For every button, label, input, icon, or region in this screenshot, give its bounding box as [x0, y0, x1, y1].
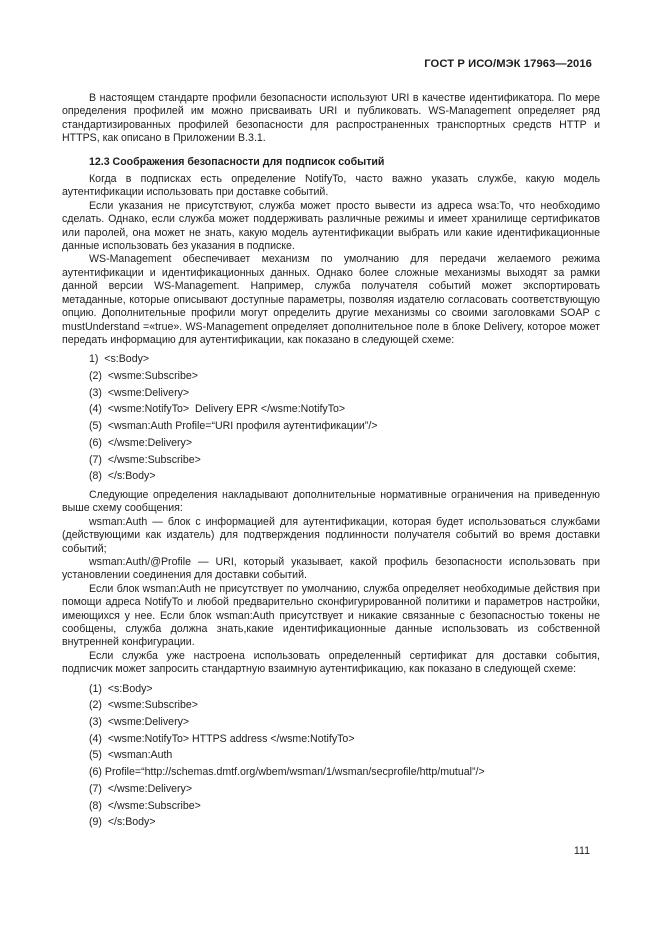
paragraph: Если служба уже настроена использовать определенный сертификат для доставки события, подписчик может запросить стандартную взаимную аутентификацию, как показано в следующей схеме:	[62, 649, 600, 676]
code-line: (8) </s:Body>	[89, 470, 156, 483]
code-line: (3) <wsme:Delivery>	[89, 386, 190, 399]
code-line: (9) </s:Body>	[89, 816, 156, 829]
definition-paragraph: wsman:Auth/@Profile — URI, который указывает, какой профиль безопасности использовать при установлении соединения для доставки событий.	[62, 555, 600, 582]
code-listing-2	[89, 681, 600, 831]
code-line: (8) </wsme:Subscribe>	[89, 799, 201, 812]
code-line: (2) <wsme:Subscribe>	[89, 370, 198, 383]
code-line: (7) </wsme:Delivery>	[89, 782, 193, 795]
code-line: (3) <wsme:Delivery>	[89, 716, 190, 729]
code-line: (4) <wsme:NotifyTo> HTTPS address </wsme:NotifyTo>	[89, 732, 355, 745]
code-listing-1	[89, 351, 600, 485]
section-heading: 12.3 Соображения безопасности для подписок событий	[89, 155, 385, 168]
code-line: (6) </wsme:Delivery>	[89, 436, 193, 449]
code-line: (6) Profile=“http://schemas.dmtf.org/wbem/wsman/1/wsman/secprofile/http/mutual”/>	[89, 766, 485, 779]
definition-paragraph: wsman:Auth — блок с информацией для аутентификации, которая будет использоваться службами (действующими как издатель) для подтверждения подлинности получателя событий во время доставки событий;	[62, 515, 600, 555]
page-content	[62, 92, 600, 835]
code-line: 1) <s:Body>	[89, 353, 150, 366]
paragraph: Если блок wsman:Auth не присутствует по умолчанию, служба определяет необходимые действия при помощи адреса NotifyTo и любой предварительно сконфигурированной политики и параметров настройки, имеющихся у нее. Если блок wsman:Auth присутствует и никакие связанные с безопасностью токены не сообщены, служба должна знать,какие идентификационные данные использовать из собственной внутренней конфигурации.	[62, 582, 600, 649]
paragraph: Когда в подписках есть определение NotifyTo, часто важно указать службе, какую модель аутентификации использовать при доставке событий.	[62, 173, 600, 199]
code-line: (5) <wsman:Auth Profile=“URI профиля аутентификации”/>	[89, 420, 378, 433]
code-line: (7) </wsme:Subscribe>	[89, 453, 201, 466]
paragraph: WS-Management обеспечивает механизм по умолчанию для передачи желаемого режима аутентификации и идентификационных данных. Однако более сложные механизмы выходят за рамки данной версии WS-Management. Например, служба получателя событий может экспортировать метаданные, которые описывают доступные параметры, позволяя издателю согласовать соответствующую опцию. Дополнительные профили могут определить другие механизмы со своими заголовками SOAP с mustUnderstand =«true». WS-Management определяет дополнительное поле в блоке Delivery, которое может передать информацию для аутентификации, как показано в следующей схеме:	[62, 253, 600, 346]
paragraph: Если указания не присутствуют, служба может просто вывести из адреса wsa:To, что необходимо сделать. Однако, если служба может поддерживать различные режимы и имеет хранилище сертификатов или паролей, она может не знать, какую модель аутентификации выбрать или какие идентификационные данные использовать без указания в подписке.	[62, 199, 600, 253]
code-line: (5) <wsman:Auth	[89, 749, 173, 762]
paragraph: Следующие определения накладывают дополнительные нормативные ограничения на приведенную выше схему сообщения:	[62, 488, 600, 515]
standard-header: ГОСТ Р ИСО/МЭК 17963—2016	[424, 58, 592, 70]
code-line: (1) <s:Body>	[89, 682, 153, 695]
code-line: (4) <wsme:NotifyTo> Delivery EPR </wsme:NotifyTo>	[89, 403, 346, 416]
page-number: 111	[573, 845, 590, 857]
intro-paragraph: В настоящем стандарте профили безопасности используют URI в качестве идентификатора. По мере определения профилей им можно присваивать URI и публиковать. WS-Management определяет ряд стандартизированных профилей безопасности для распространенных транспортных средств HTTP и HTTPS, как описано в Приложении В.3.1.	[62, 92, 600, 145]
code-line: (2) <wsme:Subscribe>	[89, 699, 198, 712]
